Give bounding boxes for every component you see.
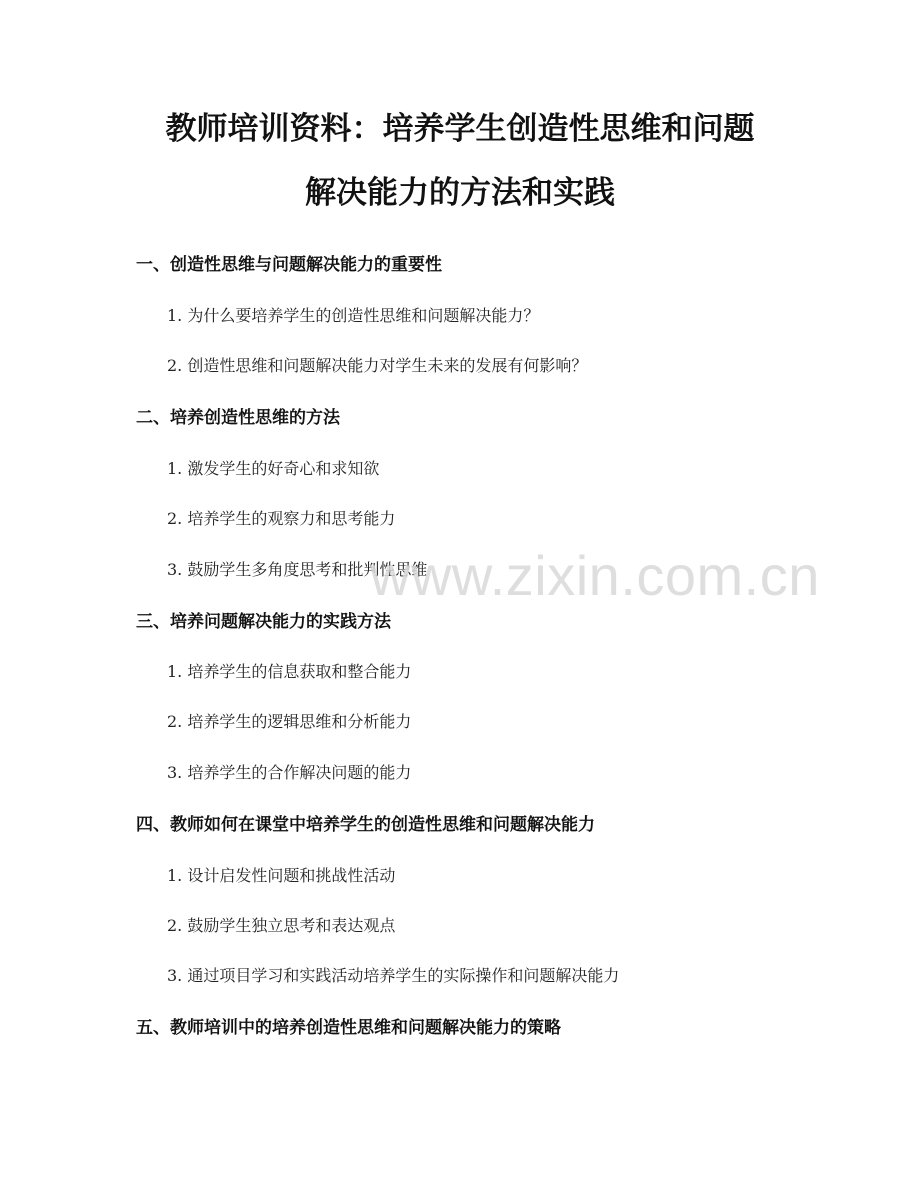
section-4-item-3: 3. 通过项目学习和实践活动培养学生的实际操作和问题解决能力 <box>167 966 620 985</box>
section-4-item-1: 1. 设计启发性问题和挑战性活动 <box>167 866 396 885</box>
section-3-item-2: 2. 培养学生的逻辑思维和分析能力 <box>167 712 412 731</box>
document-title-line-1: 教师培训资料：培养学生创造性思维和问题 <box>165 111 755 147</box>
section-heading-1: 一、创造性思维与问题解决能力的重要性 <box>136 255 442 275</box>
section-heading-3: 三、培养问题解决能力的实践方法 <box>136 612 391 632</box>
section-3-item-3: 3. 培养学生的合作解决问题的能力 <box>167 763 412 782</box>
section-2-item-1: 1. 激发学生的好奇心和求知欲 <box>167 459 380 478</box>
section-heading-5: 五、教师培训中的培养创造性思维和问题解决能力的策略 <box>136 1018 561 1038</box>
document-title-line-2: 解决能力的方法和实践 <box>305 175 615 211</box>
section-2-item-3: 3. 鼓励学生多角度思考和批判性思维 <box>167 560 428 579</box>
watermark: www.zixin.com.cn <box>370 544 820 607</box>
section-1-item-2: 2. 创造性思维和问题解决能力对学生未来的发展有何影响？ <box>167 356 588 375</box>
section-heading-2: 二、培养创造性思维的方法 <box>136 408 340 428</box>
section-3-item-1: 1. 培养学生的信息获取和整合能力 <box>167 662 412 681</box>
section-1-item-1: 1. 为什么要培养学生的创造性思维和问题解决能力？ <box>167 306 540 325</box>
section-4-item-2: 2. 鼓励学生独立思考和表达观点 <box>167 916 396 935</box>
section-heading-4: 四、教师如何在课堂中培养学生的创造性思维和问题解决能力 <box>136 815 595 835</box>
section-2-item-2: 2. 培养学生的观察力和思考能力 <box>167 509 396 528</box>
